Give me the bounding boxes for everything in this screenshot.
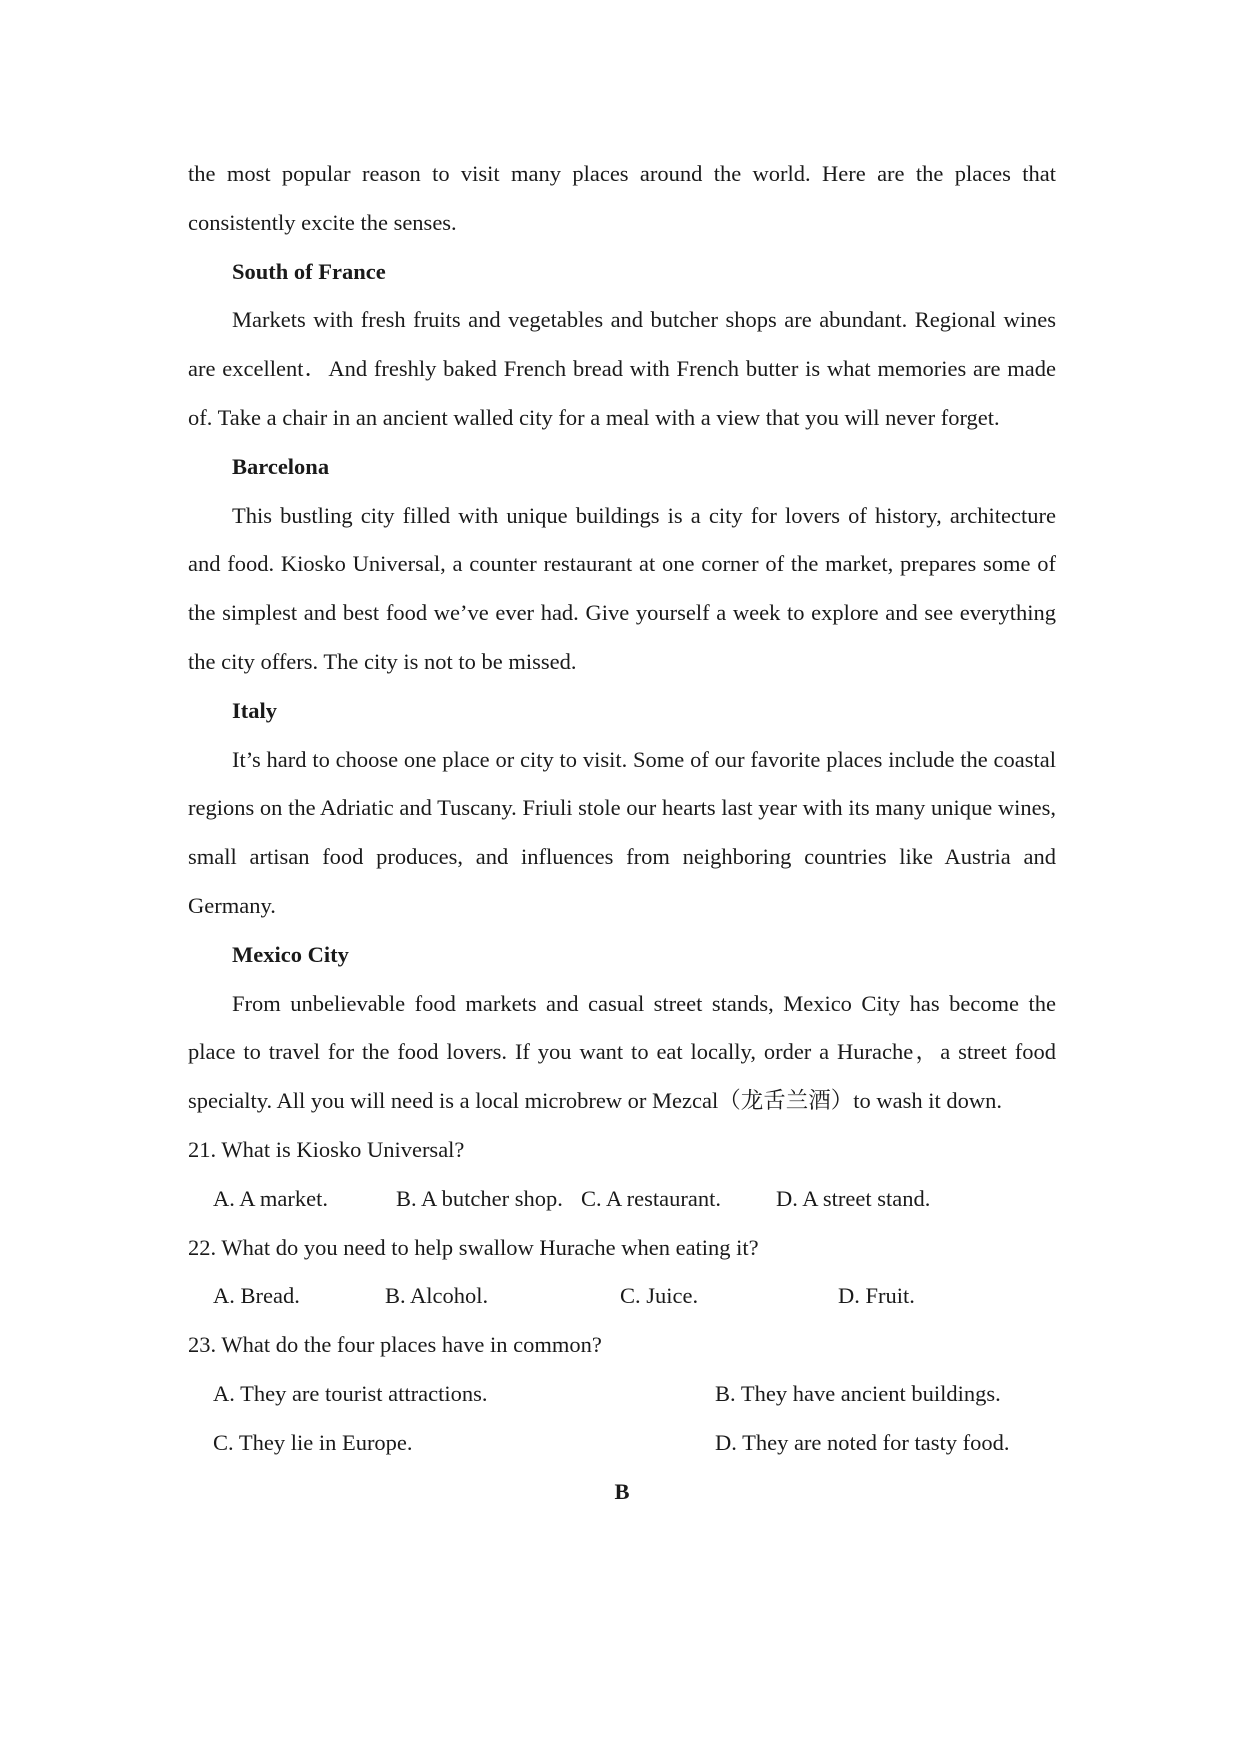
question-22: 22. What do you need to help swallow Hurache when eating it? (188, 1234, 759, 1260)
option-22-a: A. Bread. (213, 1283, 300, 1309)
option-21-c: C. A restaurant. (581, 1185, 721, 1211)
question-23-options-row-2 (188, 1419, 1056, 1468)
section-body-mexico-city: From unbelievable food markets and casual street stands, Mexico City has become the place to travel for the food lovers. If you want to eat locally, order a Hurache，a street food specialty. All you will need is a local microbrew or Mezcal（龙舌兰酒）to wash it down. (188, 990, 1056, 1114)
option-21-d: D. A street stand. (776, 1185, 931, 1211)
option-23-d: D. They are noted for tasty food. (715, 1429, 1010, 1455)
option-22-c: C. Juice. (620, 1283, 699, 1309)
section-heading-south-of-france: South of France (232, 258, 386, 284)
reading-passage (188, 150, 1056, 1516)
option-23-a: A. They are tourist attractions. (213, 1380, 488, 1406)
question-23-options-row-1 (188, 1370, 1056, 1419)
section-heading-barcelona: Barcelona (232, 453, 330, 479)
option-22-d: D. Fruit. (838, 1283, 915, 1309)
question-23: 23. What do the four places have in common? (188, 1332, 602, 1358)
section-body-barcelona: This bustling city filled with unique buildings is a city for lovers of history, architecture and food. Kiosko Universal, a counter restaurant at one corner of the market, prepares some of the simplest and best food we’ve ever had. Give yourself a week to explore and see everything the city offers. The city is not to be missed. (188, 502, 1056, 674)
question-22-options (188, 1272, 1056, 1321)
next-section-letter: B (614, 1478, 630, 1504)
question-21: 21. What is Kiosko Universal? (188, 1136, 465, 1162)
option-21-a: A. A market. (213, 1185, 328, 1211)
option-22-b: B. Alcohol. (385, 1283, 489, 1309)
intro-paragraph: the most popular reason to visit many places around the world. Here are the places that consistently excite the senses. (188, 161, 1056, 235)
section-heading-mexico-city: Mexico City (232, 941, 349, 967)
section-body-south-of-france: Markets with fresh fruits and vegetables and butcher shops are abundant. Regional wines are excellent．And freshly baked French bread with French butter is what memories are made of. Take a chair in an ancient walled city for a meal with a view that you will never forget. (188, 307, 1056, 430)
question-21-options (188, 1175, 1056, 1224)
option-23-b: B. They have ancient buildings. (715, 1380, 1001, 1406)
section-heading-italy: Italy (232, 697, 277, 723)
option-23-c: C. They lie in Europe. (213, 1429, 413, 1455)
section-body-italy: It’s hard to choose one place or city to visit. Some of our favorite places include the coastal regions on the Adriatic and Tuscany. Friuli stole our hearts last year with its many unique wines, small artisan food produces, and influences from neighboring countries like Austria and Germany. (188, 746, 1056, 918)
option-21-b: B. A butcher shop. (396, 1185, 563, 1211)
